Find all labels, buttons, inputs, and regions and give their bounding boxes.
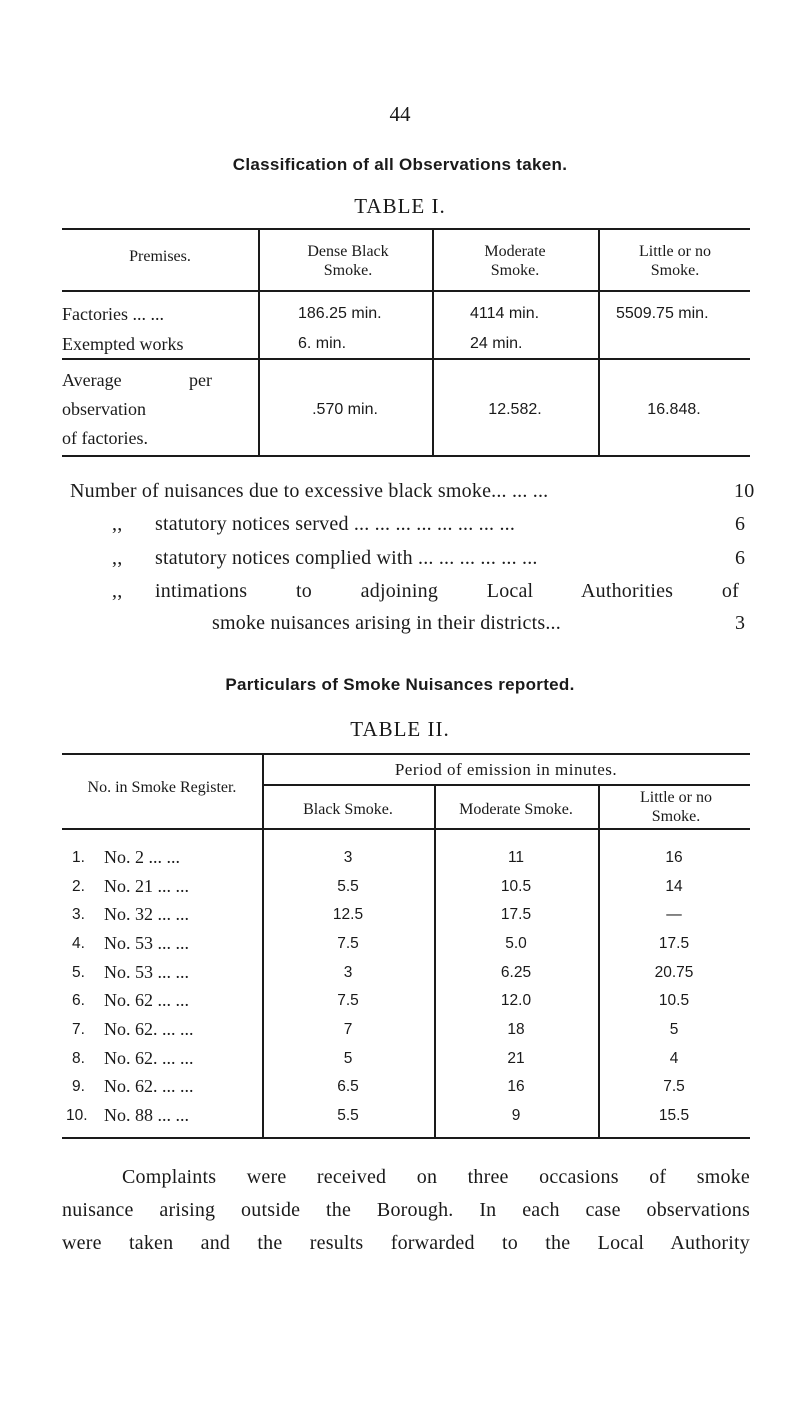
table-2-header-moderate: Moderate Smoke.: [459, 801, 573, 818]
register-cell: No. 62. ... ...: [104, 1076, 194, 1096]
table-2-period-rule: [262, 784, 750, 786]
moderate-cell: 17.5: [500, 906, 532, 923]
dense-cell: 186.25 min.: [298, 305, 382, 322]
little-cell: 16: [665, 849, 683, 866]
little-cell: 10.5: [658, 992, 690, 1009]
black-cell: 3: [343, 849, 353, 866]
section-1-heading: Classification of all Observations taken.: [232, 155, 568, 174]
black-cell: 6.5: [337, 1078, 359, 1095]
premises-cell: Exempted works: [62, 334, 184, 354]
nuisance-line: statutory notices served ... ... ... ... ... ... ... ...: [155, 513, 516, 535]
table-1-header-premises: Premises.: [129, 248, 191, 265]
row-index: 8.: [72, 1050, 85, 1067]
table-1-divider: [258, 230, 260, 455]
black-cell: 5.5: [337, 878, 359, 895]
register-cell: No. 32 ... ...: [104, 904, 189, 924]
average-label-line: Average per: [62, 370, 212, 390]
black-cell: 5.5: [337, 1107, 359, 1124]
row-index: 3.: [72, 906, 85, 923]
average-dense: .570 min.: [312, 401, 378, 418]
table-2-header-little: Little or no Smoke.: [640, 789, 712, 825]
nuisance-value: 6: [735, 547, 746, 569]
paragraph-line: Complaints were received on three occasions of smoke: [122, 1166, 750, 1188]
nuisance-value: 3: [735, 612, 746, 634]
moderate-cell: 24 min.: [470, 335, 523, 352]
moderate-cell: 18: [507, 1021, 525, 1038]
moderate-cell: 5.0: [505, 935, 527, 952]
ditto-mark: ,,: [112, 513, 123, 535]
row-index: 9.: [72, 1078, 85, 1095]
register-cell: No. 21 ... ...: [104, 876, 189, 896]
moderate-cell: 21: [507, 1050, 525, 1067]
register-cell: No. 62 ... ...: [104, 990, 189, 1010]
paragraph-line: nuisance arising outside the Borough. In each case observations: [62, 1199, 750, 1221]
register-cell: No. 62. ... ...: [104, 1048, 194, 1068]
table-1-bottom-rule: [62, 455, 750, 457]
average-label-line: observation: [62, 399, 146, 419]
moderate-cell: 10.5: [500, 878, 532, 895]
black-cell: 12.5: [332, 906, 364, 923]
table-2-header-register: No. in Smoke Register.: [87, 779, 237, 796]
nuisance-line: smoke nuisances arising in their districts...: [212, 612, 561, 634]
moderate-cell: 12.0: [500, 992, 532, 1009]
page-number: 44: [389, 102, 411, 126]
nuisance-line: intimations to adjoining Local Authorities of: [155, 580, 739, 602]
row-index: 1.: [72, 849, 85, 866]
black-cell: 7.5: [337, 992, 359, 1009]
table-2-top-rule: [62, 753, 750, 755]
register-cell: No. 53 ... ...: [104, 933, 189, 953]
little-cell: —: [666, 906, 682, 923]
table-1-header-rule: [62, 290, 750, 292]
nuisance-line: Number of nuisances due to excessive black smoke... ... ...: [70, 480, 549, 502]
little-cell: 20.75: [654, 964, 694, 981]
average-little: 16.848.: [647, 401, 701, 418]
premises-cell: Factories ... ...: [62, 304, 164, 324]
little-cell: 15.5: [658, 1107, 690, 1124]
moderate-cell: 16: [507, 1078, 525, 1095]
row-index: 2.: [72, 878, 85, 895]
table-1-divider: [598, 230, 600, 455]
register-cell: No. 88 ... ...: [104, 1105, 189, 1125]
nuisance-line: statutory notices complied with ... ... ... ... ... ...: [155, 547, 538, 569]
little-cell: 7.5: [663, 1078, 685, 1095]
register-cell: No. 53 ... ...: [104, 962, 189, 982]
paragraph-line: were taken and the results forwarded to the Local Authority: [62, 1232, 750, 1254]
row-index: 7.: [72, 1021, 85, 1038]
table-1-title: TABLE I.: [354, 194, 446, 218]
black-cell: 7: [343, 1021, 353, 1038]
table-2-bottom-rule: [62, 1137, 750, 1139]
little-cell: 4: [669, 1050, 679, 1067]
table-2-header-black: Black Smoke.: [303, 801, 393, 818]
row-index: 10.: [66, 1107, 88, 1124]
row-index: 6.: [72, 992, 85, 1009]
section-2-heading: Particulars of Smoke Nuisances reported.: [225, 675, 575, 694]
black-cell: 3: [343, 964, 353, 981]
little-cell: 14: [665, 878, 683, 895]
black-cell: 5: [343, 1050, 353, 1067]
moderate-cell: 9: [511, 1107, 521, 1124]
table-1-header-dense: Dense Black Smoke.: [307, 243, 389, 279]
table-1-top-rule: [62, 228, 750, 230]
dense-cell: 6. min.: [298, 335, 347, 352]
table-1-average-rule: [62, 358, 750, 360]
ditto-mark: ,,: [112, 580, 123, 602]
register-cell: No. 2 ... ...: [104, 847, 180, 867]
little-cell: 5: [669, 1021, 679, 1038]
table-1-header-little: Little or no Smoke.: [639, 243, 711, 279]
table-1-divider: [432, 230, 434, 455]
table-1-header-moderate: Moderate Smoke.: [484, 243, 546, 279]
table-2-header-rule: [62, 828, 750, 830]
nuisance-value: 6: [735, 513, 746, 535]
moderate-cell: 6.25: [500, 964, 532, 981]
row-index: 4.: [72, 935, 85, 952]
black-cell: 7.5: [337, 935, 359, 952]
little-cell: 17.5: [658, 935, 690, 952]
ditto-mark: ,,: [112, 547, 123, 569]
moderate-cell: 4114 min.: [470, 305, 540, 322]
row-index: 5.: [72, 964, 85, 981]
table-2-header-period: Period of emission in minutes.: [394, 760, 618, 779]
nuisance-value: 10: [734, 480, 755, 502]
little-cell: 5509.75 min.: [616, 305, 709, 322]
average-label-line: of factories.: [62, 428, 148, 448]
average-moderate: 12.582.: [488, 401, 542, 418]
moderate-cell: 11: [507, 849, 525, 866]
register-cell: No. 62. ... ...: [104, 1019, 194, 1039]
table-2-title: TABLE II.: [350, 717, 450, 741]
